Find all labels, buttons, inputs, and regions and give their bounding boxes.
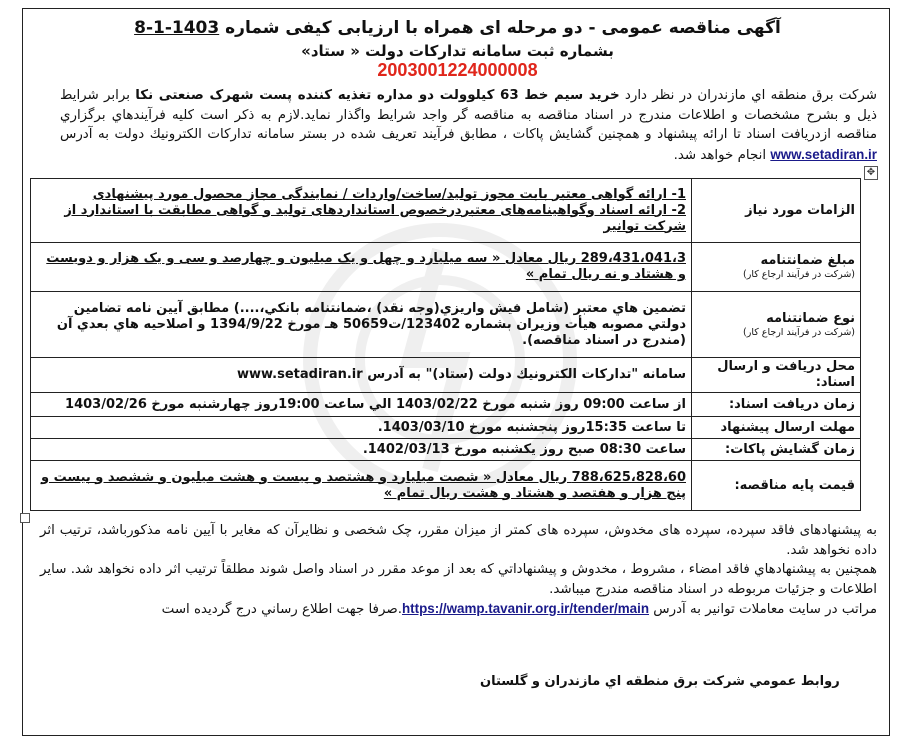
table-row xyxy=(31,461,861,511)
row-value: از ساعت 09:00 روز شنبه مورخ 1403/02/22 الي ساعت 19:00روز چهارشنبه مورخ 1403/02/26 xyxy=(31,393,692,417)
row-label: زمان دریافت اسناد: xyxy=(692,393,861,417)
row-value: تضمین هاي معتبر (شامل فیش واریزي(وجه نقد) ،ضمانتنامه بانكي،....) مطابق آیین نامه تضامین دولتي مصوبه هیأت وزیران بشماره 123402/ت50659 هـ مورخ 1394/9/22 و اصلاحیه هاي بعدي آن (مندرج در اسناد مناقصه). xyxy=(31,292,692,358)
move-icon[interactable]: ✥ xyxy=(864,166,878,180)
table-row xyxy=(31,439,861,461)
row-value: 788،625،828،60 ریال معادل « شصت میلیارد و هشتصد و بیست و هشت میلیون و ششصد و بیست و پنج هزار و هفتصد و هشتاد و هشت ریال تمام » xyxy=(31,461,692,511)
signature: روابط عمومي شرکت برق منطقه اي مازندران و گلستان xyxy=(480,674,840,689)
row-value: تا ساعت 15:35روز پنجشنبه مورخ 1403/03/10. xyxy=(31,417,692,439)
intro-part2: برابر شرایط ذیل و بشرح مشخصات و اطلاعات مندرج در اسناد مناقصه به مناقصه گر واجد شرایط واگذار نماید.لازم به ذکر است کلیه فرآیندهاي برگزاري مناقصه ازدریافت اسناد تا ارائه پیشنهاد و همچنین گشایش پاکات ، مطابق فرآیند تعریف شده در بستر سامانه تدارکات الکترونیك دولت به آدرس xyxy=(60,88,877,142)
title-text: آگهی مناقصه عمومی - دو مرحله ای همراه با ارزیابی کیفی شماره xyxy=(225,18,781,38)
row-label: الزامات مورد نیاز xyxy=(692,179,861,243)
intro-subject: خرید سیم خط 63 کیلوولت دو مداره تغذیه کننده پست شهرک صنعتی نکا xyxy=(135,88,620,103)
table-row xyxy=(31,393,861,417)
registration-number: 2003001224000008 xyxy=(377,60,538,80)
row-label: قیمت پایه مناقصه: xyxy=(692,461,861,511)
row-label: زمان گشایش پاکات: xyxy=(692,439,861,461)
tavanir-link[interactable]: https://wamp.tavanir.org.ir/tender/main xyxy=(401,601,650,616)
row-value: ساعت 08:30 صبح روز یکشنبه مورخ 1402/03/13. xyxy=(31,439,692,461)
notice-title xyxy=(0,18,915,38)
intro-part1: شركت برق منطقه اي مازندران در نظر دارد xyxy=(624,88,877,103)
table-row xyxy=(31,179,861,243)
row-label: مهلت ارسال پیشنهاد xyxy=(692,417,861,439)
footer-notes xyxy=(40,521,877,620)
table-row xyxy=(31,292,861,358)
row-value: 1- ارائه گواهی معتبر بابت مجوز تولید/ساخت/واردات / نمایندگی مجاز محصول مورد پیشنهادی 2- ارائه اسناد وگواهینامه‌های معتبردرخصوص استانداردهای تولید و گواهی مطابقت با استاندارد از شرکت توانیر xyxy=(31,179,692,243)
table-row xyxy=(31,358,861,393)
row-label: محل دریافت و ارسال اسناد: xyxy=(692,358,861,393)
footer-paragraph-conditions: همچنین به پیشنهادهاي فاقد امضاء ، مشروط ، مخدوش و پیشنهاداتي که بعد از موعد مقرر در اسناد واصل شوند مطلقاً ترتیب اثر داده نخواهد شد. سایر اطلاعات و جزئیات مربوطه در اسناد مناقصه مندرج میباشد. xyxy=(40,562,877,597)
tender-details-table xyxy=(30,178,861,511)
notice-subtitle: بشماره ثبت سامانه تدارکات دولت « ستاد» xyxy=(301,42,614,60)
tender-number: 8-1-1403 xyxy=(134,18,220,38)
setadiran-link[interactable]: www.setadiran.ir xyxy=(770,146,877,162)
row-value: سامانه "تدارکات الکترونیك دولت (ستاد)" به آدرس www.setadiran.ir xyxy=(31,358,692,393)
resize-handle-icon[interactable] xyxy=(20,513,30,523)
row-value: 289،431،041،3 ریال معادل « سه میلیارد و چهل و یک میلیون و چهارصد و سی و یک هزار و دویست و هشتاد و نه ریال تمام » xyxy=(31,243,692,292)
footer-paragraph-deposit: به پیشنهادهای فاقد سپرده، سپرده های مخدوش، سپرده های کمتر از میزان مقرر، چک شخصی و نظایرآن که مغایر با آیین نامه مذکورباشد، ترتیب اثر داده نخواهد شد. xyxy=(40,523,877,558)
table-row xyxy=(31,243,861,292)
intro-paragraph xyxy=(60,86,877,165)
table-row xyxy=(31,417,861,439)
intro-part3: انجام خواهد شد. xyxy=(673,147,767,163)
row-label: نوع ضمانتنامه (شرکت در فرآیند ارجاع کار) xyxy=(692,292,861,358)
footer-paragraph-tavanir: مراتب در سایت معاملات توانیر به آدرس https://wamp.tavanir.org.ir/tender/main.صرفا جهت اطلاع رساني درج گردیده است xyxy=(161,601,877,617)
row-label: مبلغ ضمانتنامه (شرکت در فرآیند ارجاع کار) xyxy=(692,243,861,292)
